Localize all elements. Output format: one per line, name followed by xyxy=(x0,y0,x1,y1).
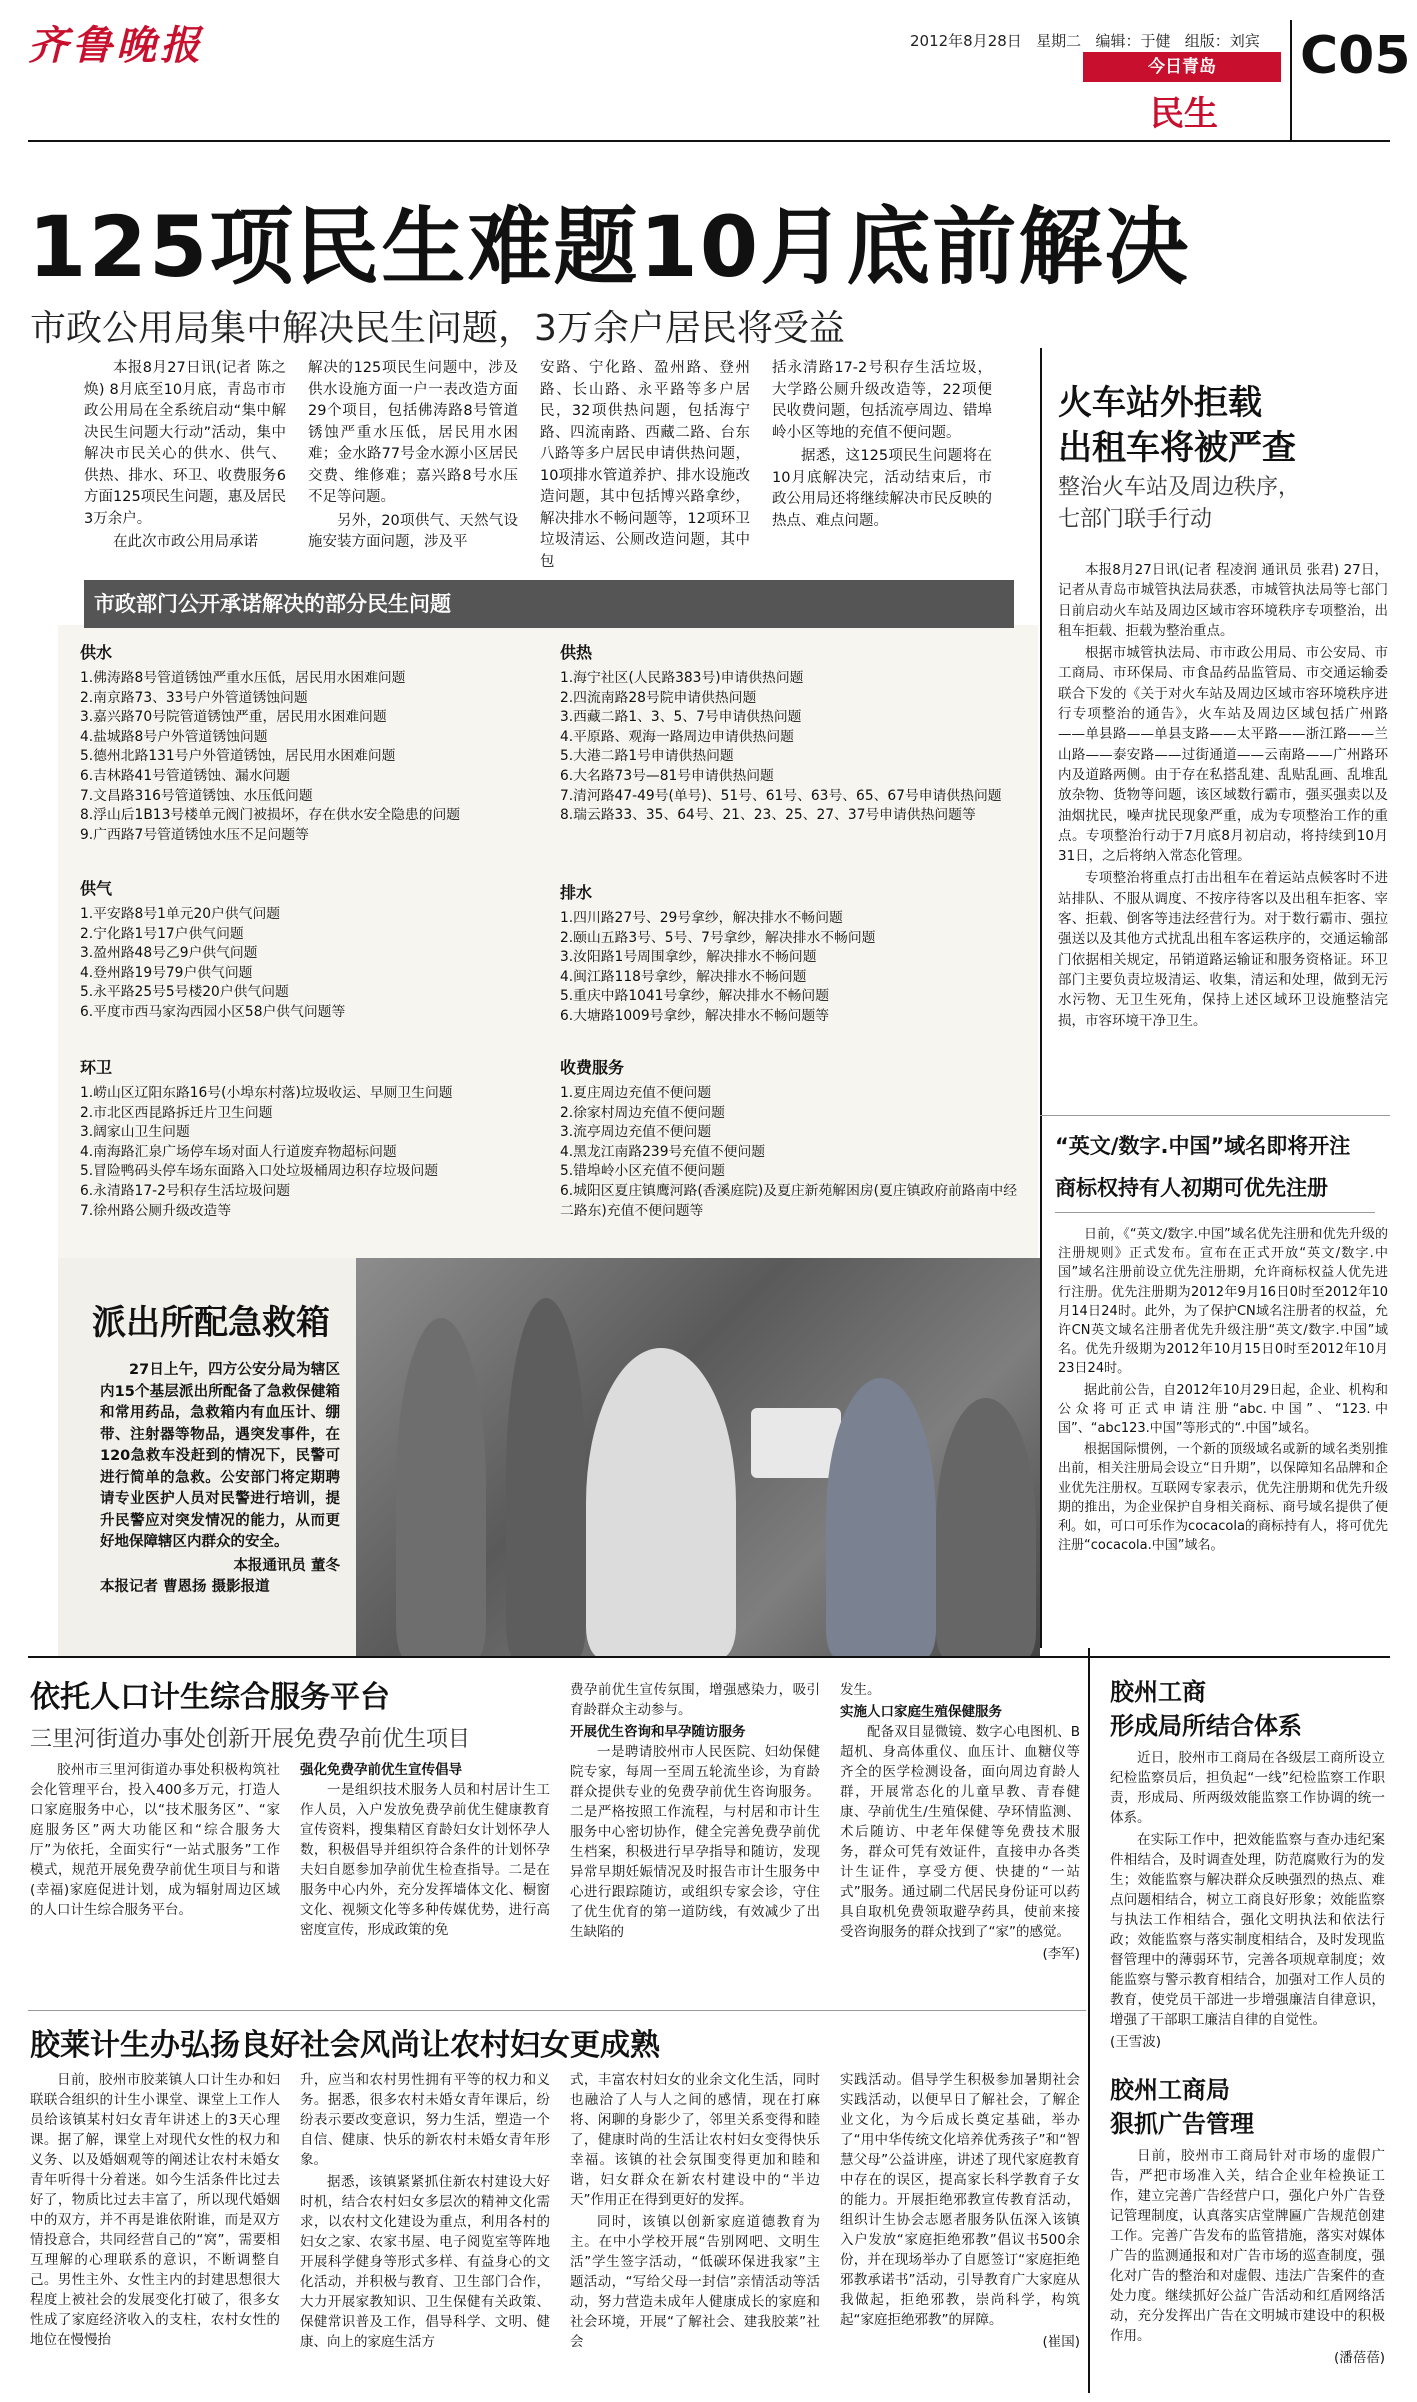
gs2-title-1: 胶州工商局 xyxy=(1110,2076,1230,2104)
lead-col1-text-b: 在此次市政公用局承诺 xyxy=(113,534,258,550)
police-credit-1: 本报通讯员 董冬 xyxy=(233,1557,340,1574)
photo-figure xyxy=(826,1378,936,1656)
section-tag: 今日青岛 xyxy=(1083,52,1281,82)
list-item: 3.流亭周边充值不便问题 xyxy=(560,1124,712,1141)
list-item: 7.清河路47-49号(单号)、51号、61号、63号、65、67号申请供热问题 xyxy=(560,787,1002,804)
photo-figure xyxy=(586,1348,736,1656)
list-item: 7.徐州路公厕升级改造等 xyxy=(80,1202,232,1219)
domain-rule xyxy=(1055,1212,1375,1213)
group-title: 环卫 xyxy=(80,1058,113,1077)
lead-col4-text-b: 据悉，这125项民生问题将在10月底解决完，活动结束后，市政公用局还将继续解决市民反映的热点、难点问题。 xyxy=(772,448,992,529)
list-item: 3.盈州路48号乙9户供气问题 xyxy=(80,945,258,962)
list-item: 6.大名路73号—81号申请供热问题 xyxy=(560,767,774,784)
lead-col-3 xyxy=(540,358,750,575)
photo-figure xyxy=(936,1398,1036,1656)
group-title: 供水 xyxy=(80,643,113,662)
group-drainage xyxy=(560,880,1030,1027)
photo-figure xyxy=(506,1298,586,1656)
group-gas xyxy=(80,876,550,1023)
lead-col1-text: 本报8月27日讯(记者 陈之焕) 8月底至10月底，青岛市市政公用局在全系统启动“集中解决民生问题大行动”活动，集中解决市民关心的供水、供气、供热、排水、环卫、收费服务6方面125项民生问题，惠及居民3万余户。 xyxy=(84,360,286,527)
jiaolai-c2b: 据悉，该镇紧紧抓住新农村建设大好时机，结合农村妇女多层次的精神文化需求，以农村文化建设为重点，利用各村的妇女之家、农家书屋、电子阅览室等阵地开展科学健身等形式多样、有益身心的文化活动，并积极与教育、卫生部门合作，大力开展家教知识、卫生保健有关政策、保健常识普及工作，倡导科学、文明、健康、向上的家庭生活方 xyxy=(300,2174,550,2350)
jiaolai-c3: 式，丰富农村妇女的业余文化生活，同时也融洽了人与人之间的感情，现在打麻将、闲聊的身影少了，邻里关系变得和睦了，健康时尚的生活让农村妇女变得快乐幸福。该镇的社会氛围变得更加和睦和谐，妇女群众在新农村建设中的“半边天”作用正在得到更好的发挥。 xyxy=(570,2072,820,2208)
jiaolai-c3b: 同时，该镇以创新家庭道德教育为主。在中小学校开展“告别网吧、文明生活”学生签字活动，“低碳环保进我家”主题活动，“写给父母一封信”亲情活动等活动，努力营造未成年人健康成长的家庭和社会环境，开展“了解社会、建我胶莱”社会 xyxy=(570,2214,820,2350)
section-name: 民生 xyxy=(1150,94,1218,134)
domain-title-1: “英文/数字.中国”域名即将开注 xyxy=(1055,1134,1351,1158)
taxi-p1: 本报8月27日讯(记者 程凌润 通讯员 张君) 27日，记者从青岛市城管执法局获悉，市城管执法局等七部门日前启动火车站及周边区域市容环境秩序专项整治，出租车拒载、拒载为整治重点。 xyxy=(1058,562,1388,639)
issue-meta xyxy=(910,30,1260,51)
family-p3: 费孕前优生宣传氛围，增强感染力，吸引育龄群众主动参与。 xyxy=(570,1682,820,1718)
lead-subhead: 市政公用局集中解决民生问题，3万余户居民将受益 xyxy=(30,308,845,349)
designer: 组版：刘宾 xyxy=(1184,32,1260,50)
taxi-sub-2: 七部门联手行动 xyxy=(1058,507,1213,532)
list-item: 4.登州路19号79户供气问题 xyxy=(80,964,253,981)
list-item: 2.四流南路28号院申请供热问题 xyxy=(560,689,757,706)
gs1-body xyxy=(1110,1748,1385,2052)
domain-p3: 根据国际惯例，一个新的顶级域名或新的域名类别推出前，相关注册局会设立“日升期”，以保障知名品牌和企业优先注册权。互联网专家表示，优先注册期和优先升级期的推出，为企业保护自身相关商标、商号域名提供了便利。如，可口可乐作为cocacola的商标持有人，将可优先注册“cocacola.中国”域名。 xyxy=(1058,1442,1388,1554)
family-h3: 实施人口家庭生殖保健服务 xyxy=(840,1704,1002,1720)
jiaolai-c1: 日前，胶州市胶莱镇人口计生办和妇联联合组织的计生小课堂、课堂上工作人员给该镇某村妇女青年讲述上的3天心理课。据了解，课堂上对现代女性的权力和义务、以及婚姻观等的阐述让农村未婚女青年听得十分着迷。如今生活条件比过去好了，物质比过去丰富了，所以现代婚姻中的双方，并不再是谁依附谁，而是双方情投意合，共同经营自己的“窝”，需要相互理解的心理联系的意识，不断调整自己。男性主外、女性主内的封建思想很大程度上被社会的发展变化打破了，很多女性成了家庭经济收入的支柱，农村女性的地位在慢慢抬 xyxy=(30,2072,280,2348)
header-divider xyxy=(1290,20,1292,140)
lead-headline: 125项民生难题10月底前解决 xyxy=(28,198,1191,296)
list-item: 5.错埠岭小区充值不便问题 xyxy=(560,1163,725,1180)
gs2-p1: 日前，胶州市工商局针对市场的虚假广告，严把市场准入关，结合企业年检换证工作，建立完善广告经营户口，强化户外广告登记管理制度，认真落实店堂牌匾广告规范创建工作。完善广告发布的监管措施，落实对媒体广告的监测通报和对广告市场的巡查制度，强化对广告的整治和对虚假、违法广告案件的查处力度。继续抓好公益广告活动和红盾网络活动，充分发挥出广告在文明城市建设中的积极作用。 xyxy=(1110,2148,1385,2344)
family-col-2 xyxy=(300,1760,550,1942)
editor: 编辑：于健 xyxy=(1095,32,1171,50)
family-rule xyxy=(28,2010,1086,2011)
list-item: 2.徐家村周边充值不便问题 xyxy=(560,1104,725,1121)
group-fees xyxy=(560,1055,1030,1221)
police-title: 派出所配急救箱 xyxy=(92,1303,330,1343)
group-title: 收费服务 xyxy=(560,1058,625,1077)
police-credit-2: 本报记者 曹恩扬 摄影报道 xyxy=(100,1579,270,1595)
list-item: 4.盐城路8号户外管道锈蚀问题 xyxy=(80,728,268,745)
list-item: 1.海宁社区(人民路383号)申请供热问题 xyxy=(560,670,804,686)
issue-weekday: 星期二 xyxy=(1036,32,1082,50)
list-item: 5.重庆中路1041号拿纱，解决排水不畅问题 xyxy=(560,988,830,1005)
list-item: 3.西藏二路1、3、5、7号申请供热问题 xyxy=(560,709,802,726)
column-divider xyxy=(1040,348,1042,1648)
list-item: 2.南京路73、33号户外管道锈蚀问题 xyxy=(80,689,308,706)
list-item: 6.城阳区夏庄镇鹰河路(香溪庭院)及夏庄新苑解困房(夏庄镇政府前路南中经二路东)充值不便问题等 xyxy=(560,1182,1018,1219)
list-item: 2.市北区西昆路拆迁片卫生问题 xyxy=(80,1104,273,1121)
family-h1: 强化免费孕前优生宣传倡导 xyxy=(300,1762,462,1778)
list-item: 5.永平路25号5号楼20户供气问题 xyxy=(80,984,289,1001)
lead-col-2 xyxy=(308,358,518,556)
family-title: 依托人口计生综合服务平台 xyxy=(30,1680,390,1715)
list-item: 6.平度市西马家沟西园小区58户供气问题等 xyxy=(80,1003,346,1020)
lead-col-1 xyxy=(84,358,286,556)
family-p5: 发生。 xyxy=(840,1682,881,1698)
family-credit: (李军) xyxy=(1042,1946,1080,1962)
jiaolai-col-1 xyxy=(30,2070,280,2352)
police-body xyxy=(100,1360,340,1599)
list-item: 3.汝阳路1号周围拿纱，解决排水不畅问题 xyxy=(560,949,817,966)
jiaolai-credit: (崔国) xyxy=(1042,2334,1080,2350)
list-item: 1.平安路8号1单元20户供气问题 xyxy=(80,906,281,922)
lead-col2-text: 解决的125项民生问题中，涉及供水设施方面一户一表改造方面29个项目，包括佛涛路8号管道锈蚀严重水压低，居民用水困难；金水路77号金水源小区居民交费、维修难；嘉兴路8号水压不足等问题。 xyxy=(308,360,518,505)
jiaolai-col-3 xyxy=(570,2070,820,2354)
family-p6: 配备双目显微镜、数字心电图机、B超机、身高体重仪、血压计、血糖仪等齐全的医学检测设备，面向周边育龄人群，开展常态化的儿童早教、青春健康、孕前优生/生殖保健、孕环情监测、术后随访、中老年保健等免费技术服务，群众可凭有效证件，直接申办各类计生证件，享受方便、快捷的“一站式”服务。通过刷二代居民身份证可以药具自取机免费领取避孕药具，使前来接受咨询服务的群众找到了“家”的感觉。 xyxy=(840,1724,1080,1940)
masthead-logo: 齐鲁晚报 xyxy=(28,22,204,69)
list-item: 5.大港二路1号申请供热问题 xyxy=(560,748,734,765)
family-col-3 xyxy=(570,1680,820,1944)
gs1-p1: 近日，胶州市工商局在各级层工商所设立纪检监察员后，担负起“一线”纪检监察工作职责，形成局、所两级效能监察工作协调的统一体系。 xyxy=(1110,1750,1385,1826)
list-item: 4.黑龙江南路239号充值不便问题 xyxy=(560,1143,766,1160)
gs2-body xyxy=(1110,2146,1385,2368)
issue-date: 2012年8月28日 xyxy=(910,32,1022,50)
gs1-credit: (王雪波) xyxy=(1110,2034,1162,2050)
list-item: 4.闽江路118号拿纱，解决排水不畅问题 xyxy=(560,968,807,985)
domain-title-2: 商标权持有人初期可优先注册 xyxy=(1055,1176,1328,1200)
police-photo xyxy=(356,1258,1040,1656)
group-water xyxy=(80,640,550,845)
list-item: 8.浮山后1B13号楼单元阀门被损坏，存在供水安全隐患的问题 xyxy=(80,807,461,824)
family-p1: 胶州市三里河街道办事处积极构筑社会化管理平台，投入400多万元，打造人口家庭服务中心，以“技术服务区”、“家庭服务区”两大功能区和“综合服务大厅”为依托，全面实行“一站式服务”工作模式，规范开展免费孕前优生项目与和谐(幸福)家庭促进计划，成为辐射周边区域的人口计生综合服务平台。 xyxy=(30,1762,280,1918)
gs2-title-2: 狠抓广告管理 xyxy=(1110,2110,1254,2138)
taxi-title-1: 火车站外拒载 xyxy=(1058,383,1262,423)
list-item: 6.吉林路41号管道锈蚀、漏水问题 xyxy=(80,767,291,784)
jiaolai-c2: 升，应当和农村男性拥有平等的权力和义务。据悉，很多农村未婚女青年课后，纷纷表示要改变意识，努力生活，塑造一个自信、健康、快乐的新农村未婚女青年形象。 xyxy=(300,2072,550,2168)
lead-col2-text-b: 另外，20项供气、天然气设施安装方面问题，涉及平 xyxy=(308,512,518,550)
family-p4: 一是聘请胶州市人民医院、妇幼保健院专家，每周一至周五轮流坐诊，为育龄群众提供专业的免费孕前优生咨询服务。二是严格按照工作流程，与村居和市计生服务中心密切协作，健全完善免费孕前优生档案，积极进行早孕指导和随访，发现异常早期妊娠情况及时报告市计生服务中心进行跟踪随访，或组织专家会诊，守住了优生优育的第一道防线，有效减少了出生缺陷的 xyxy=(570,1744,820,1940)
family-h2: 开展优生咨询和早孕随访服务 xyxy=(570,1724,746,1740)
taxi-p3: 专项整治将重点打击出租车在着运站点候客时不进站排队、不服从调度、不按序待客以及出租车拒客、宰客、拒载、倒客等违法经营行为。对于数行霸市、强拉强送以及其他方式扰乱出租车客运秩序的，交通运输部门依据相关规定，吊销道路运输证和服务资格证。环卫部门主要负责垃圾清运、收集，清运和处理，做到无污水污物、无卫生死角，保持上述区域环卫设施整洁完损，市容环境干净卫生。 xyxy=(1058,870,1388,1029)
commitments-banner: 市政部门公开承诺解决的部分民生问题 xyxy=(84,580,1014,628)
family-col-1 xyxy=(30,1760,280,1922)
taxi-sub-1: 整治火车站及周边秩序， xyxy=(1058,475,1301,500)
lead-col3-text: 安路、宁化路、盈州路、登州路、长山路、永平路等多户居民，32项供热问题，包括海宁路、四流南路、西藏二路、台东八路等多户居民申请供热问题，10项排水管道养护、排水设施改造问题，其中包括博兴路拿纱，解决排水不畅问题等，12项环卫垃圾清运、公厕改造问题，其中包 xyxy=(540,360,750,570)
list-item: 2.宁化路1号17户供气问题 xyxy=(80,925,244,942)
list-item: 4.平原路、观海一路周边申请供热问题 xyxy=(560,728,794,745)
taxi-p2: 根据市城管执法局、市市政公用局、市公安局、市工商局、市环保局、市食品药品监管局、市交通运输委联合下发的《关于对火车站及周边区域市容环境秩序进行专项整治的通告》，火车站及周边区域包括广州路——单县路——单县支路——太平路——浙江路——兰山路——泰安路——过街通道——云南路——广州路环内及道路两侧。由于存在私搭乱建、乱贴乱画、乱堆乱放杂物、货物等问题，该区域数行霸市，强买强卖以及油烟扰民，噪声扰民现象严重，成为专项整治工作的重点。专项整治行动于7月底8月初启动，将持续到10月31日，之后将纳入常态化管理。 xyxy=(1058,645,1388,865)
family-subtitle: 三里河街道办事处创新开展免费孕前优生项目 xyxy=(30,1727,471,1752)
list-item: 1.崂山区辽阳东路16号(小埠东村落)垃圾收运、早厕卫生问题 xyxy=(80,1085,453,1101)
domain-body xyxy=(1058,1225,1388,1557)
taxi-title-2: 出租车将被严查 xyxy=(1058,428,1296,468)
list-item: 7.文昌路316号管道锈蚀、水压低问题 xyxy=(80,787,313,804)
list-item: 3.阔家山卫生问题 xyxy=(80,1124,190,1141)
gs1-title-2: 形成局所结合体系 xyxy=(1110,1712,1302,1740)
gs1-p2: 在实际工作中，把效能监察与查办违纪案件相结合，及时调查处理，防范腐败行为的发生；效能监察与解决群众反映强烈的热点、难点问题相结合，树立工商良好形象；效能监察与执法工作相结合，强化文明执法和依法行政；效能监察与落实制度相结合，及时发现监督管理中的薄弱环节，完善各项规章制度；效能监察与警示教育相结合，加强对工作人员的教育，使党员干部进一步增强廉洁自律意识，增强了干部职工廉洁自律的自觉性。 xyxy=(1110,1832,1385,2028)
photo-figure xyxy=(751,1408,841,1478)
lead-col-4 xyxy=(772,358,992,534)
domain-p1: 日前，《“英文/数字.中国”域名优先注册和优先升级的注册规则》正式发布。宣布在正式开放“英文/数字.中国”域名注册前设立优先注册期，允许商标权益人优先进行注册。优先注册期为2012年9月16日0时至2012年10月14日24时。此外，为了保护CN域名注册者的权益，允许CN英文域名注册者优先升级注册“英文/数字.中国”域名。优先升级期为2012年10月15日0时至2012年10月23日24时。 xyxy=(1058,1227,1388,1377)
list-item: 5.德州北路131号户外管道锈蚀，居民用水困难问题 xyxy=(80,748,396,765)
list-item: 1.夏庄周边充值不便问题 xyxy=(560,1085,712,1101)
domain-p2: 据此前公告，自2012年10月29日起，企业、机构和公众将可正式申请注册“abc.中国”、“123.中国”、“abc123.中国”等形式的“.中国”域名。 xyxy=(1058,1382,1388,1437)
gs1-title-1: 胶州工商 xyxy=(1110,1678,1206,1706)
list-item: 2.颐山五路3号、5号、7号拿纱，解决排水不畅问题 xyxy=(560,929,876,946)
list-item: 1.佛涛路8号管道锈蚀严重水压低，居民用水困难问题 xyxy=(80,670,406,686)
list-item: 9.广西路7号管道锈蚀水压不足问题等 xyxy=(80,826,309,843)
taxi-body xyxy=(1058,560,1388,1033)
photo-figure xyxy=(396,1318,486,1656)
list-item: 6.大塘路1009号拿纱，解决排水不畅问题等 xyxy=(560,1007,830,1024)
group-title: 供气 xyxy=(80,879,113,898)
gs2-credit: (潘蓓蓓) xyxy=(1333,2350,1385,2366)
taxi-subtitle xyxy=(1058,472,1300,536)
jiaolai-col-4 xyxy=(840,2070,1080,2352)
list-item: 3.嘉兴路70号院管道锈蚀严重，居民用水困难问题 xyxy=(80,709,387,726)
family-col-4 xyxy=(840,1680,1080,1964)
taxi-domain-rule xyxy=(1040,1115,1390,1116)
group-heating xyxy=(560,640,1030,826)
header-rule xyxy=(28,140,1390,142)
group-sanitation xyxy=(80,1055,550,1221)
group-title: 供热 xyxy=(560,643,593,662)
family-p2: 一是组织技术服务人员和村居计生工作人员，入户发放免费孕前优生健康教育宣传资料，搜集精区育龄妇女计划怀孕人数，积极倡导并组织符合条件的计划怀孕夫妇自愿参加孕前优生检查指导。二是在服务中心内外，充分发挥墙体文化、橱窗文化、视频文化等多种传媒优势，进行高密度宣传，形成政策的免 xyxy=(300,1782,550,1938)
group-title: 排水 xyxy=(560,883,593,902)
lead-col4-text: 括永清路17-2号积存生活垃圾，大学路公厕升级改造等，22项便民收费问题，包括流亭周边、错埠岭小区等地的充值不便问题。 xyxy=(772,360,992,441)
list-item: 6.永清路17-2号积存生活垃圾问题 xyxy=(80,1182,291,1199)
police-text: 27日上午，四方公安分局为辖区内15个基层派出所配备了急救保健箱和常用药品，急救箱内有血压计、绷带、注射器等物品，遇突发事件，在120急救车没赶到的情况下，民警可进行简单的急救。公安部门将定期聘请专业医护人员对民警进行培训，提升民警应对突发情况的能力，从而更好地保障辖区内群众的安全。 xyxy=(100,1362,340,1550)
jiaolai-col-2 xyxy=(300,2070,550,2354)
list-item: 1.四川路27号、29号拿纱，解决排水不畅问题 xyxy=(560,910,843,926)
list-item: 8.瑞云路33、35、64号、21、23、25、27、37号申请供热问题等 xyxy=(560,807,976,824)
jiaolai-c4: 实践活动。倡导学生积极参加暑期社会实践活动，以便早日了解社会，了解企业文化，为今后成长奠定基础，举办了“用中华传统文化培养优秀孩子”和“智慧父母”公益讲座，讲述了现代家庭教育中存在的误区，提高家长科学教育子女的能力。开展拒绝邪教宣传教育活动，组织计生协会志愿者服务队伍深入该镇入户发放“家庭拒绝邪教”倡议书500余份，并在现场举办了自愿签订“家庭拒绝邪教承诺书”活动，引导教育广大家庭从我做起，拒绝邪教，崇尚科学，构筑起“家庭拒绝邪教”的屏障。 xyxy=(840,2072,1080,2328)
list-item: 5.冒险鸭码头停车场东面路入口处垃圾桶周边积存垃圾问题 xyxy=(80,1163,439,1180)
page-number: C05 xyxy=(1300,26,1411,86)
list-item: 4.南海路汇泉广场停车场对面人行道废弃物超标问题 xyxy=(80,1143,397,1160)
jiaolai-title: 胶莱计生办弘扬良好社会风尚让农村妇女更成熟 xyxy=(30,2028,660,2063)
